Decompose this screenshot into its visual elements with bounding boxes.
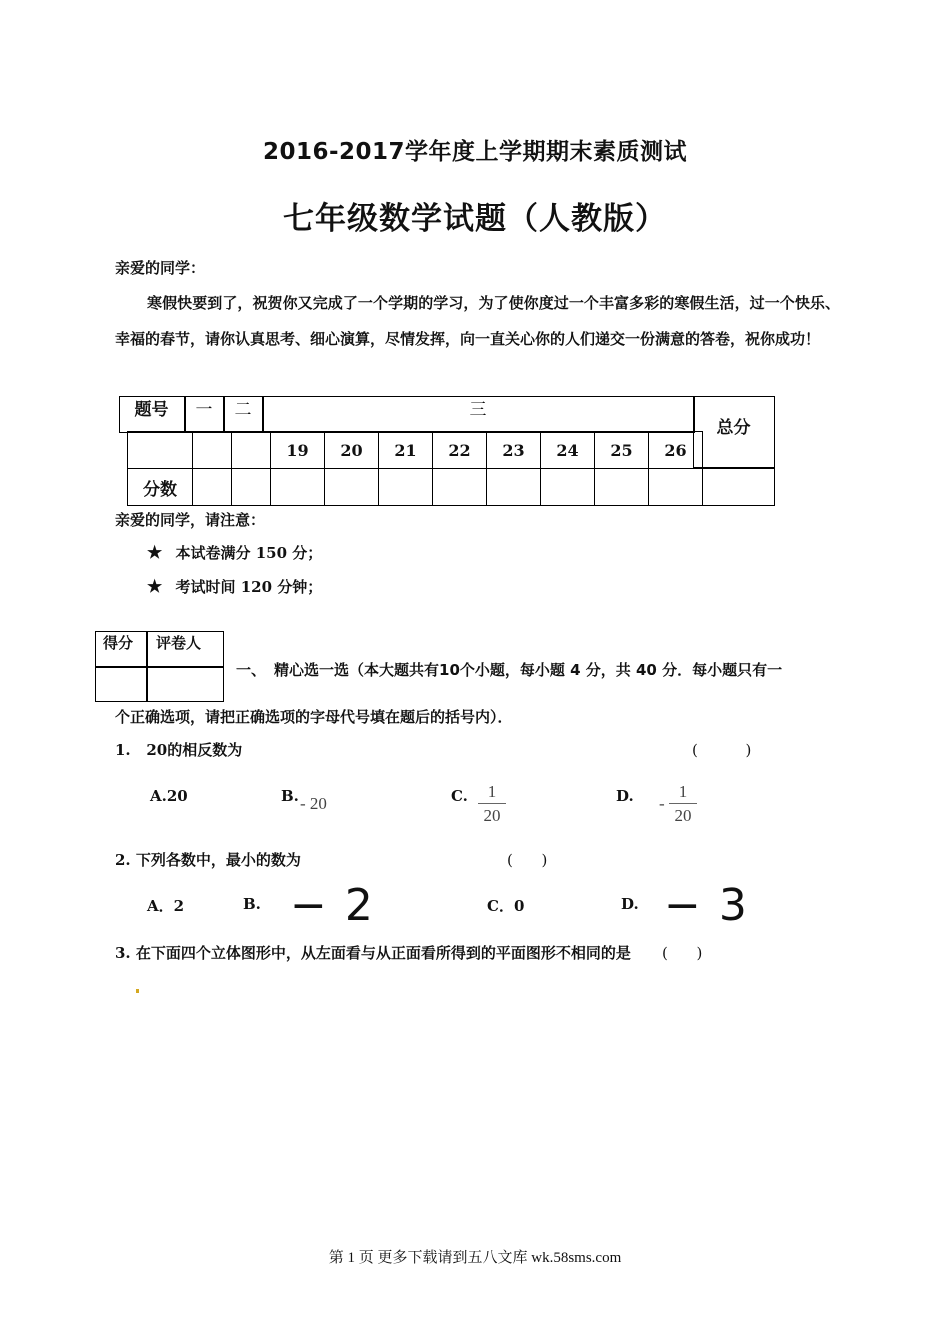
fraction-denominator: 20	[674, 806, 692, 825]
q1-option-a[interactable]: A.20	[150, 787, 188, 805]
score-cell[interactable]	[232, 469, 271, 506]
exam-title: 七年级数学试题（人教版）	[283, 201, 667, 237]
q1-option-d-label[interactable]: D.	[616, 787, 634, 805]
score-cell[interactable]	[271, 469, 325, 506]
question-2-answer-paren[interactable]: ( )	[507, 851, 548, 869]
q1-option-c-fraction	[478, 781, 506, 828]
q2-option-c[interactable]: C．0	[487, 897, 525, 915]
fraction-denominator: 20	[483, 806, 501, 825]
score-cell[interactable]	[379, 469, 433, 506]
exam-subtitle: 2016-2017学年度上学期期末素质测试	[262, 139, 688, 165]
q1-option-b-value: - 20	[300, 794, 327, 813]
star-icon: ★	[147, 543, 163, 563]
note-item	[147, 577, 322, 597]
score-cell[interactable]	[325, 469, 379, 506]
question-24-header: 24	[541, 432, 595, 469]
score-cell[interactable]	[649, 469, 703, 506]
part-two-header: 二	[234, 400, 252, 420]
question-1-stem: 1. 20的相反数为	[115, 741, 243, 759]
score-cell[interactable]	[487, 469, 541, 506]
grader-name-cell[interactable]	[146, 666, 224, 702]
fraction-numerator: 1	[487, 782, 497, 801]
score-cell[interactable]	[595, 469, 649, 506]
score-cell[interactable]	[541, 469, 595, 506]
section-heading-line2: 个正确选项，请把正确选项的字母代号填在题后的括号内）．	[115, 708, 513, 726]
q2-option-d-value: −3	[664, 880, 765, 931]
notes-heading: 亲爱的同学，请注意：	[115, 511, 266, 529]
question-3-answer-paren[interactable]: ( )	[662, 944, 703, 962]
question-23-header: 23	[487, 432, 541, 469]
q1-option-c-label[interactable]: C.	[451, 787, 468, 805]
part-three-header: 三	[469, 400, 487, 420]
q2-option-b-label[interactable]: B.	[243, 895, 261, 913]
note-item	[147, 543, 322, 563]
grader-name-label: 评卷人	[156, 634, 202, 652]
question-2-stem: 2. 下列各数中，最小的数为	[115, 851, 301, 869]
q2-option-a[interactable]: A．2	[147, 897, 185, 915]
page-footer: 第 1 页 更多下载请到五八文库 wk.58sms.com	[328, 1250, 622, 1266]
note-text: 本试卷满分 150 分；	[175, 544, 323, 562]
note-text: 考试时间 120 分钟；	[175, 578, 323, 596]
star-icon: ★	[147, 577, 163, 597]
grader-score-label: 得分	[103, 634, 134, 652]
question-21-header: 21	[379, 432, 433, 469]
question-20-header: 20	[325, 432, 379, 469]
grader-score-cell[interactable]	[95, 666, 148, 702]
question-1-answer-paren[interactable]: ( )	[692, 741, 752, 759]
greeting: 亲爱的同学：	[115, 259, 206, 277]
question-3-stem: 3. 在下面四个立体图形中，从左面看与从正面看所得到的平面图形不相同的是	[115, 944, 631, 962]
score-cell[interactable]	[433, 469, 487, 506]
question-26-header: 26	[649, 432, 703, 469]
q1-option-d-fraction	[669, 781, 697, 828]
q2-option-d-label[interactable]: D.	[621, 895, 639, 913]
question-22-header: 22	[433, 432, 487, 469]
score-cell[interactable]	[193, 469, 232, 506]
intro-paragraph: 寒假快要到了，祝贺你又完成了一个学期的学习，为了使你度过一个丰富多彩的寒假生活，过一个快乐、幸福的春节，请你认真思考、细心演算，尽情发挥，向一直关心你的人们递交一份满意的答卷，祝你成功！	[115, 294, 840, 348]
total-score-cell[interactable]	[703, 469, 775, 506]
score-row-label: 分数	[128, 469, 193, 506]
q2-option-b-value: −2	[290, 880, 391, 931]
section-heading-line1: 精心选一选（本大题共有10个小题，每小题 4 分，共 40 分．每小题只有一	[274, 661, 783, 679]
q1-option-d-sign: -	[659, 794, 665, 813]
q1-option-b-label[interactable]: B.	[281, 787, 299, 805]
question-19-header: 19	[271, 432, 325, 469]
section-heading	[236, 660, 782, 680]
total-score-header: 总分	[716, 418, 751, 438]
fraction-numerator: 1	[678, 782, 688, 801]
question-25-header: 25	[595, 432, 649, 469]
figure-placeholder-dot	[136, 989, 139, 993]
question-number-label: 题号	[134, 400, 169, 420]
part-one-header: 一	[195, 400, 213, 420]
section-number: 一、	[236, 661, 267, 679]
